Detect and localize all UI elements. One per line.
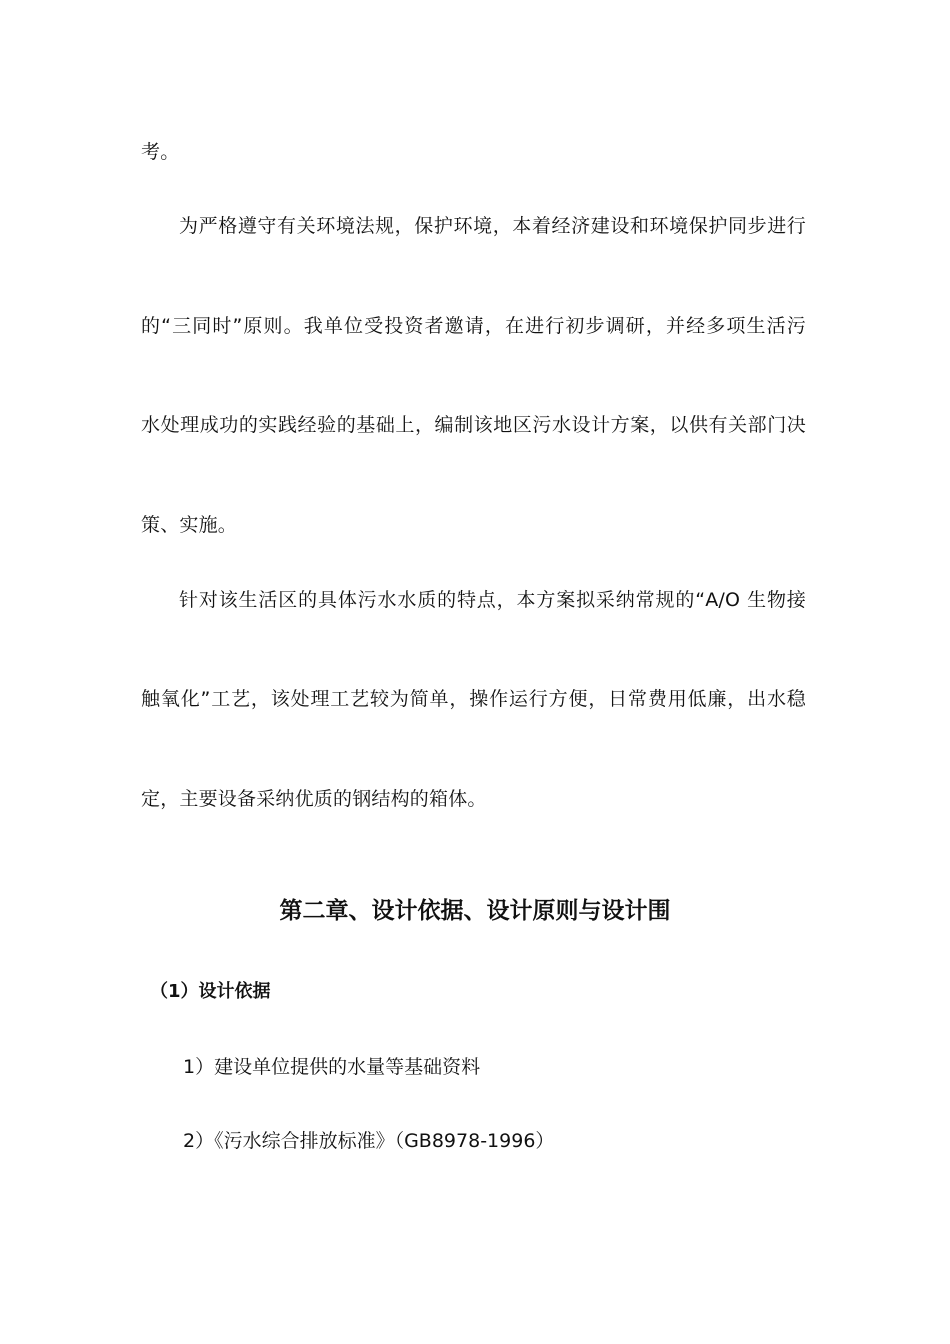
section-title: （1）设计依据 bbox=[150, 981, 271, 1002]
text-line-p1-2: 的“三同时”原则。我单位受投资者邀请，在进行初步调研，并经多项生活污 bbox=[141, 315, 806, 337]
text-line-p0-1: 考。 bbox=[141, 141, 180, 163]
text-line-p2-2: 触氧化”工艺，该处理工艺较为简单，操作运行方便，日常费用低廉，出水稳 bbox=[141, 688, 806, 710]
text-line-p1-4: 策、实施。 bbox=[141, 514, 238, 536]
text-line-p1-1: 为严格遵守有关环境法规，保护环境，本着经济建设和环境保护同步进行 bbox=[179, 215, 806, 237]
text-line-p2-3: 定，主要设备采纳优质的钢结构的箱体。 bbox=[141, 788, 487, 810]
list-item: 2）《污水综合排放标准》（GB8978-1996） bbox=[183, 1130, 555, 1152]
text-line-p1-3: 水处理成功的实践经验的基础上，编制该地区污水设计方案，以供有关部门决 bbox=[141, 414, 806, 436]
list-item: 1）建设单位提供的水量等基础资料 bbox=[183, 1056, 481, 1078]
chapter-title: 第二章、设计依据、设计原则与设计围 bbox=[279, 898, 671, 924]
text-line-p2-1: 针对该生活区的具体污水水质的特点，本方案拟采纳常规的“A/O 生物接 bbox=[179, 589, 806, 611]
